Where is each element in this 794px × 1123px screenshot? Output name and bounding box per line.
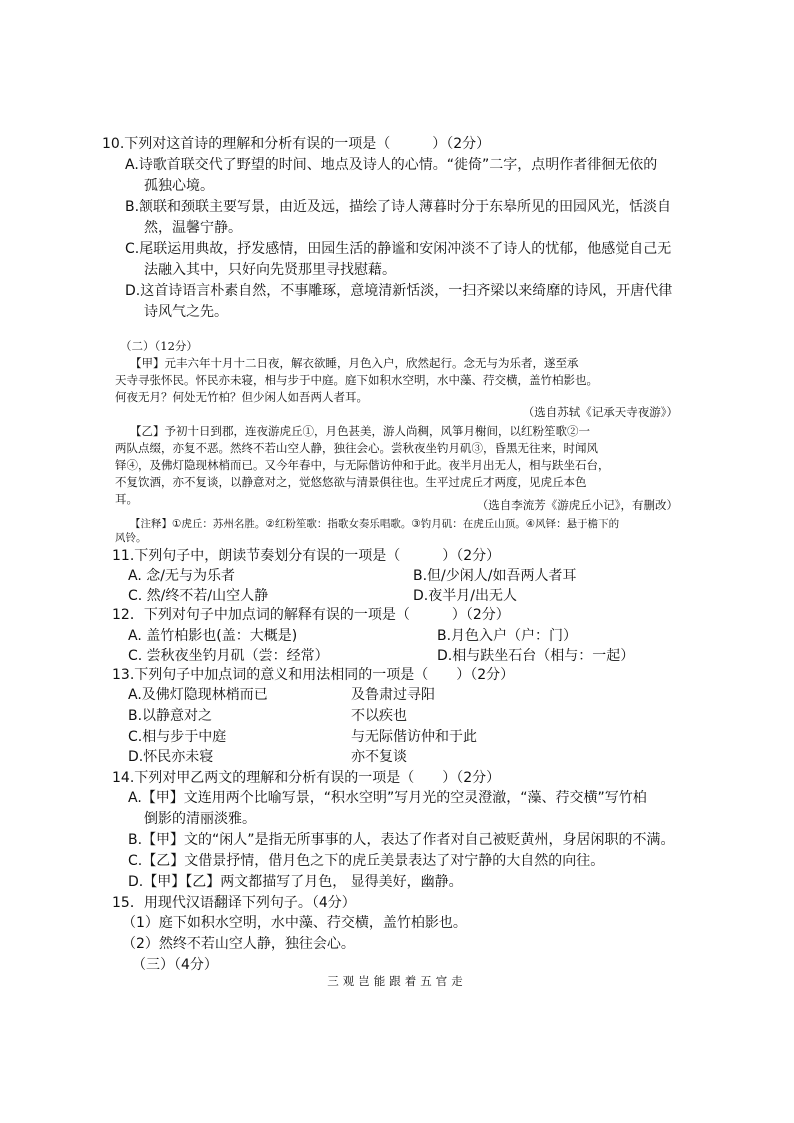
q10-option-c: C.尾联运用典故，抒发感情，田园生活的静谧和安闲冲淡不了诗人的忧郁，他感觉自己无 [125,241,672,257]
q13-option-a-left: A.及佛灯隐现林梢而已 [128,687,268,703]
q10-stem: 10.下列对这首诗的理解和分析有误的一项是（ ）（2分） [102,136,491,152]
q13-option-d-right: 亦不复谈 [351,749,407,765]
q12-stem: 12．下列对句子中加点词的解释有误的一项是（ ）（2分） [112,607,510,623]
section3-heading: （三）（4分） [132,957,218,973]
passage-yi-line-1: 【乙】予初十日到郡，连夜游虎丘①，月色甚美，游人尚稠，风箏月榭间，以红粉笙歌②一 [130,424,590,438]
passage-jia-source: （选自苏轼《记承天寺夜游》） [522,405,678,419]
annotation-line-2: 风铃。 [115,532,147,544]
q15-stem: 15．用现代汉语翻译下列句子。（4分） [112,895,356,911]
passage-jia-line-1: 【甲】元丰六年十月十二日夜，解衣欲睡，月色入户，欣然起行。念无与为乐者，遂至承 [130,356,579,370]
passage-yi-line-4: 不复饮酒，亦不复谈，以静意对之，觉悠悠欲与清景俱往也。生平过虎丘才两度，见虎丘本色 [115,475,587,489]
q13-option-b-right: 不以疾也 [351,708,407,724]
q14-option-d: D.【甲】【乙】两文都描写了月色， 显得美好，幽静。 [128,874,463,890]
q13-option-b-left: B.以静意对之 [128,708,213,724]
q12-option-a: A. 盖竹柏影也(盖：大概是) [128,628,298,644]
q11-option-a: A. 念/无与为乐者 [128,568,235,584]
q13-option-a-right: 及鲁肃过寻阳 [351,687,435,703]
annotation-line-1: 【注释】①虎丘：苏州名胜。②红粉笙歌：指歌女奏乐唱歌。③钓月矶：在虎丘山顶。④风铎：悬于檐下的 [130,518,620,530]
q10-option-a-cont: 孤独心境。 [144,178,214,194]
q13-stem: 13.下列句子中加点词的意义和用法相同的一项是（ ）（2分） [112,667,515,683]
q10-option-a: A.诗歌首联交代了野望的时间、地点及诗人的心情。“徙倚”二字，点明作者徘徊无依的 [125,157,658,173]
q15-sentence-2: （2）然终不若山空人静，独往会心。 [122,936,355,952]
passage-jia-line-3: 何夜无月？何处无竹柏？但少闲人如吾两人者耳。 [115,390,368,404]
passage-yi-line-5: 耳。 [115,492,138,506]
section3-article-title: 三观岂能跟着五官走 [327,974,467,988]
q15-sentence-1: （1）庭下如积水空明，水中藻、荇交横，盖竹柏影也。 [122,915,467,931]
q13-option-d-left: D.怀民亦未寝 [128,749,214,765]
q14-option-a-cont: 倒影的清丽淡雅。 [144,811,256,827]
q12-option-c: C. 尝秋夜坐钓月矶（尝：经常） [128,648,329,664]
q11-stem: 11.下列句子中，朗读节奏划分有误的一项是（ ）（2分） [112,548,501,564]
q10-option-b-cont: 然，温馨宁静。 [144,220,242,236]
passage-jia-line-2: 天寺寻张怀民。怀民亦未寝，相与步于中庭。庭下如积水空明，水中藻、荇交横，盖竹柏影也。 [115,373,598,387]
q14-option-c: C.【乙】文借景抒情，借月色之下的虎丘美景表达了对宁静的大自然的向往。 [128,853,605,869]
q13-option-c-right: 与无际偕访仲和于此 [351,729,477,745]
section2-heading: （二）（12分） [120,339,198,353]
q12-option-d: D.相与趺坐石台（相与：一起） [437,648,635,664]
q11-option-c: C. 然/终不若/山空人静 [128,588,269,604]
passage-yi-line-3: 铎④，及佛灯隐现林梢而已。又今年春中，与无际偕访仲和于此。夜半月出无人，相与趺坐石台， [115,458,610,472]
q10-option-d: D.这首诗语言朴素自然，不事雕琢，意境清新恬淡，一扫齐梁以来绮靡的诗风，开唐代律 [125,283,673,299]
q11-option-b: B.但/少闲人/如吾两人者耳 [413,568,577,584]
q10-option-d-cont: 诗风气之先。 [144,304,228,320]
q11-option-d: D.夜半月/出无人 [413,588,517,604]
passage-yi-source: （选自李流芳《游虎丘小记》，有删改） [476,498,678,512]
q10-option-b: B.颔联和颈联主要写景，由近及远，描绘了诗人薄暮时分于东皋所见的田园风光，恬淡自 [125,199,672,215]
q10-option-c-cont: 法融入其中，只好向先贤那里寻找慰藉。 [144,262,396,278]
passage-yi-line-2: 两队点缀，亦复不恶。然终不若山空人静，独往会心。尝秋夜坐钓月矶③，昏黑无往来，时闻风 [115,441,598,455]
q12-option-b: B.月色入户（户：门） [437,628,578,644]
q14-option-a: A.【甲】文连用两个比喻写景，“积水空明”写月光的空灵澄澈，“藻、荇交横”写竹柏 [128,790,647,806]
q14-option-b: B.【甲】文的“闲人”是指无所事事的人，表达了作者对自己被贬黄州，身居闲职的不满。 [128,832,675,848]
q14-stem: 14.下列对甲乙两文的理解和分析有误的一项是（ ）（2分） [112,770,501,786]
q13-option-c-left: C.相与步于中庭 [128,729,227,745]
